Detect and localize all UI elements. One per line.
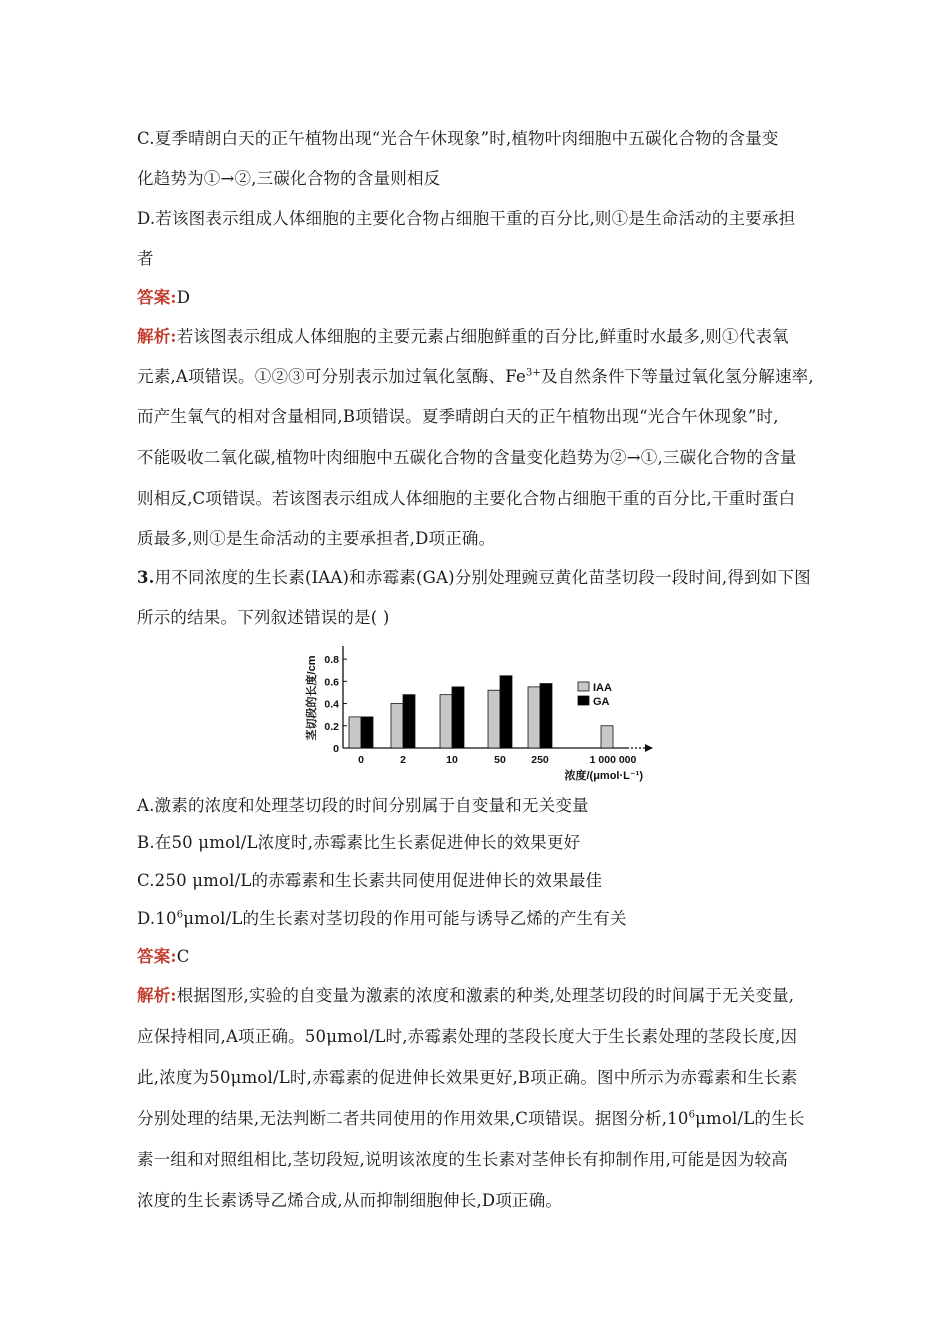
- option-text: D.10: [137, 909, 177, 928]
- y-tick-label: 0.4: [324, 698, 339, 711]
- x-tick-label: 2: [400, 754, 406, 766]
- question-text: 用不同浓度的生长素(IAA)和赤霉素(GA)分别处理豌豆黄化苗茎切段一段时间,得到如下图: [154, 568, 811, 587]
- x-tick-label: 1 000 000: [589, 754, 637, 766]
- answer-label: 答案:: [137, 947, 177, 966]
- bar-iaa: [601, 726, 613, 748]
- analysis-text: μmol/L的生长: [695, 1109, 805, 1128]
- question-number: 3.: [137, 568, 155, 587]
- question-3-line-2: 所示的结果。下列叙述错误的是( ): [137, 608, 390, 627]
- option-b-line: B.在50 μmol/L浓度时,赤霉素比生长素促进伸长的效果更好: [137, 833, 581, 852]
- option-c-line-2: 化趋势为①→②,三碳化合物的含量则相反: [137, 169, 441, 188]
- analysis-text: 元素,A项错误。①②③可分别表示加过氧化氢酶、Fe: [137, 367, 526, 386]
- x-tick-label: 250: [531, 754, 549, 766]
- legend-label: GA: [593, 696, 610, 708]
- analysis-2-line-5: 素一组和对照组相比,茎切段短,说明该浓度的生长素对茎伸长有抑制作用,可能是因为较高: [137, 1150, 788, 1169]
- legend-swatch: [578, 696, 589, 705]
- y-tick-label: 0.2: [324, 720, 339, 733]
- answer-value: D: [176, 288, 191, 307]
- option-c-line: C.250 μmol/L的赤霉素和生长素共同使用促进伸长的效果最佳: [137, 871, 603, 890]
- analysis-label: 解析:: [137, 327, 177, 346]
- bar-chart: [295, 638, 660, 788]
- option-d-line: [137, 908, 627, 930]
- superscript: 3+: [525, 367, 542, 379]
- analysis-line-5: 则相反,C项错误。若该图表示组成人体细胞的主要化合物占细胞干重的百分比,干重时蛋白: [137, 489, 796, 508]
- bar-ga: [500, 676, 512, 748]
- bar-ga: [540, 684, 552, 748]
- bar-ga: [403, 695, 415, 748]
- y-tick-label: 0: [333, 743, 339, 755]
- answer-value: C: [176, 947, 190, 966]
- answer-2-line: [137, 946, 190, 968]
- analysis-2-line-4: [137, 1108, 805, 1130]
- y-tick-label: 0.8: [324, 654, 339, 667]
- legend-label: IAA: [593, 682, 612, 694]
- analysis-line-1: [137, 326, 789, 348]
- analysis-line-4: 不能吸收二氧化碳,植物叶肉细胞中五碳化合物的含量变化趋势为②→①,三碳化合物的含量: [137, 448, 797, 467]
- answer-line: [137, 287, 190, 309]
- analysis-text: 若该图表示组成人体细胞的主要元素占细胞鲜重的百分比,鲜重时水最多,则①代表氧: [176, 327, 789, 346]
- bar-iaa: [391, 704, 403, 748]
- bar-iaa: [349, 717, 361, 748]
- analysis-line-6: 质最多,则①是生命活动的主要承担者,D项正确。: [137, 529, 496, 548]
- bar-iaa: [528, 687, 540, 748]
- analysis-text: 及自然条件下等量过氧化氢分解速率,: [541, 367, 814, 386]
- analysis-line-3: 而产生氧气的相对含量相同,B项错误。夏季晴朗白天的正午植物出现“光合午休现象”时,: [137, 407, 779, 426]
- option-a-line: A.激素的浓度和处理茎切段的时间分别属于自变量和无关变量: [137, 796, 589, 815]
- answer-label: 答案:: [137, 288, 177, 307]
- x-tick-label: 10: [446, 754, 458, 766]
- analysis-2-line-2: 应保持相同,A项正确。50μmol/L时,赤霉素处理的茎段长度大于生长素处理的茎段长度,因: [137, 1027, 798, 1046]
- x-axis-arrow: [645, 744, 653, 752]
- bar-ga: [452, 687, 464, 748]
- bar-ga: [361, 717, 373, 748]
- bar-iaa: [488, 690, 500, 748]
- analysis-2-line-6: 浓度的生长素诱导乙烯合成,从而抑制细胞伸长,D项正确。: [137, 1191, 563, 1210]
- analysis-2-line-1: [137, 985, 794, 1007]
- superscript: 6: [688, 1109, 696, 1121]
- option-d-line-1: D.若该图表示组成人体细胞的主要化合物占细胞干重的百分比,则①是生命活动的主要承担: [137, 209, 796, 228]
- analysis-2-line-3: 此,浓度为50μmol/L时,赤霉素的促进伸长效果更好,B项正确。图中所示为赤霉素和生长素: [137, 1068, 798, 1087]
- option-d-line-2: 者: [137, 249, 154, 268]
- y-axis-label: 茎切段的长度/cm: [306, 655, 318, 741]
- x-tick-label: 0: [358, 754, 364, 766]
- y-tick-label: 0.6: [324, 676, 339, 689]
- question-3-line-1: [137, 567, 811, 589]
- x-axis-label: 浓度/(μmol·L⁻¹): [564, 770, 643, 782]
- option-text: μmol/L的生长素对茎切段的作用可能与诱导乙烯的产生有关: [183, 909, 627, 928]
- bar-iaa: [440, 695, 452, 748]
- x-tick-label: 50: [494, 754, 506, 766]
- analysis-line-2: [137, 366, 814, 388]
- chart-bars: [349, 676, 613, 748]
- analysis-text: 分别处理的结果,无法判断二者共同使用的作用效果,C项错误。据图分析,10: [137, 1109, 689, 1128]
- legend-swatch: [578, 682, 589, 691]
- analysis-label: 解析:: [137, 986, 177, 1005]
- analysis-text: 根据图形,实验的自变量为激素的浓度和激素的种类,处理茎切段的时间属于无关变量,: [176, 986, 795, 1005]
- superscript: 6: [176, 909, 184, 921]
- option-c-line-1: C.夏季晴朗白天的正午植物出现“光合午休现象”时,植物叶肉细胞中五碳化合物的含量变: [137, 129, 779, 148]
